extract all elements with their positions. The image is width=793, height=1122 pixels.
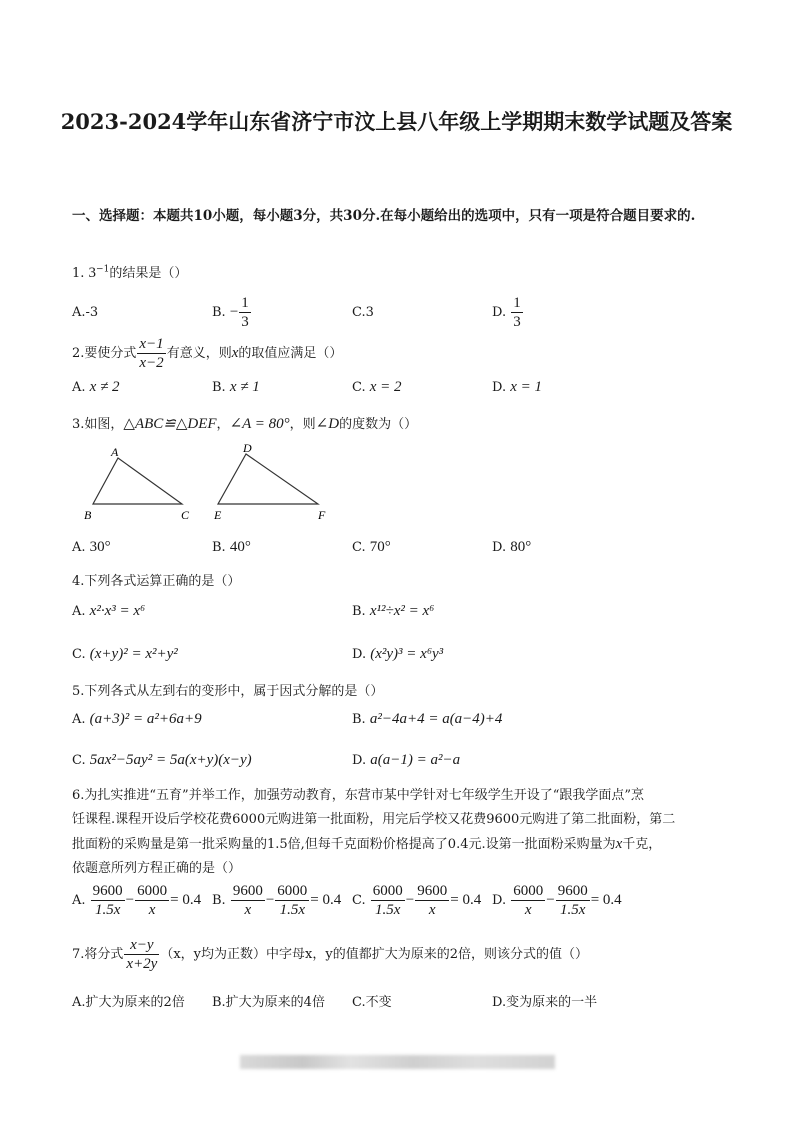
q4-option-d: D. (x²y)³ = x⁶y³ [352, 646, 444, 662]
q7-option-d: D.变为原来的一半 [492, 995, 598, 1010]
q5-option-d: D. a(a−1) = a²−a [352, 752, 461, 768]
question-6-stem: 6.为扎实推进“五育”并举工作，加强劳动教育，东营市某中学针对七年级学生开设了“跟我学面点”烹 饪课程.课程开设后学校花费6000元购进第一批面粉，用完后学校又花费9600元购进了第二批面粉，第二 批面粉的采购量是第一批采购量的1.5倍,但每千克面粉价格提高了0.4元.设第一批面粉采购量为x千克， 依题意所列方程正确的是（） [72, 788, 676, 876]
question-5-stem: 5.下列各式从左到右的变形中，属于因式分解的是（） [72, 684, 384, 699]
page-title: 2023-2024学年山东省济宁市汶上县八年级上学期期末数学试题及答案 [60, 109, 733, 134]
q2-option-b: B. x ≠ 1 [212, 379, 260, 395]
label-d: D [243, 441, 252, 455]
q6-option-c: C. $\frac{6000}{1.5x}$ − $\frac{9600}{x}$ = 0.4 [352, 883, 482, 918]
q7-option-b: B.扩大为原来的4倍 [212, 995, 325, 1010]
triangle-abc [93, 458, 182, 504]
q1-option-d: D. $\frac{1}{3}$ [492, 295, 521, 330]
q4-option-b: B. x¹²÷x² = x⁶ [352, 603, 435, 619]
q3-option-b: B. 40° [212, 539, 251, 555]
q6-option-d: D. $\frac{6000}{x}$ − $\frac{9600}{1.5x}$ = 0.4 [492, 883, 622, 918]
q1-option-c: C.3 [352, 305, 374, 320]
triangle-def [218, 454, 318, 504]
question-3-stem: 3.如图，△ABC≌△DEF，∠A = 80°，则∠D的度数为（） [72, 416, 418, 432]
label-b: B [84, 508, 92, 522]
q2-option-c: C. x = 2 [352, 379, 402, 395]
q1-option-a: A.-3 [72, 305, 99, 320]
q6-option-b: B. $\frac{9600}{x}$ − $\frac{6000}{1.5x}$ = 0.4 [212, 883, 342, 918]
section-heading: 一、选择题：本题共10小题，每小题3分，共30分.在每小题给出的选项中，只有一项是符合题目要求的. [72, 208, 696, 224]
q4-option-c: C. (x+y)² = x²+y² [72, 646, 178, 662]
q5-option-a: A. (a+3)² = a²+6a+9 [72, 711, 202, 727]
q3-option-a: A. 30° [72, 539, 111, 555]
question-7-stem: 7.将分式 $\frac{x-y}{x+2y}$ （x，y均为正数）中字母x，y的值都扩大为原来的2倍，则该分式的值（） [72, 937, 588, 972]
question-1-stem: 1. $3^{-1}$的结果是（） [72, 264, 188, 281]
q2-option-a: A. x ≠ 2 [72, 379, 120, 395]
q7-option-c: C.不变 [352, 995, 392, 1010]
q5-option-c: C. 5ax²−5ay² = 5a(x+y)(x−y) [72, 752, 252, 768]
label-c: C [181, 508, 190, 522]
label-a: A [111, 445, 119, 459]
q7-option-a: A.扩大为原来的2倍 [72, 995, 185, 1010]
triangle-figure [78, 440, 338, 525]
q3-option-c: C. 70° [352, 539, 391, 555]
q6-option-a: A. $\frac{9600}{1.5x}$ − $\frac{6000}{x}$ = 0.4 [72, 883, 202, 918]
q2-option-d: D. x = 1 [492, 379, 543, 395]
label-f: F [318, 508, 326, 522]
question-4-stem: 4.下列各式运算正确的是（） [72, 574, 241, 589]
question-2-stem: 2.要使分式 $\frac{x-1}{x-2}$ 有意义，则x的取值应满足（） [72, 336, 343, 371]
q3-option-d: D. 80° [492, 539, 532, 555]
blurred-footer-watermark [240, 1055, 555, 1069]
q5-option-b: B. a²−4a+4 = a(a−4)+4 [352, 711, 503, 727]
q1-option-b: B. − $\frac{1}{3}$ [212, 295, 249, 330]
q4-option-a: A. x²·x³ = x⁶ [72, 603, 146, 619]
label-e: E [214, 508, 222, 522]
